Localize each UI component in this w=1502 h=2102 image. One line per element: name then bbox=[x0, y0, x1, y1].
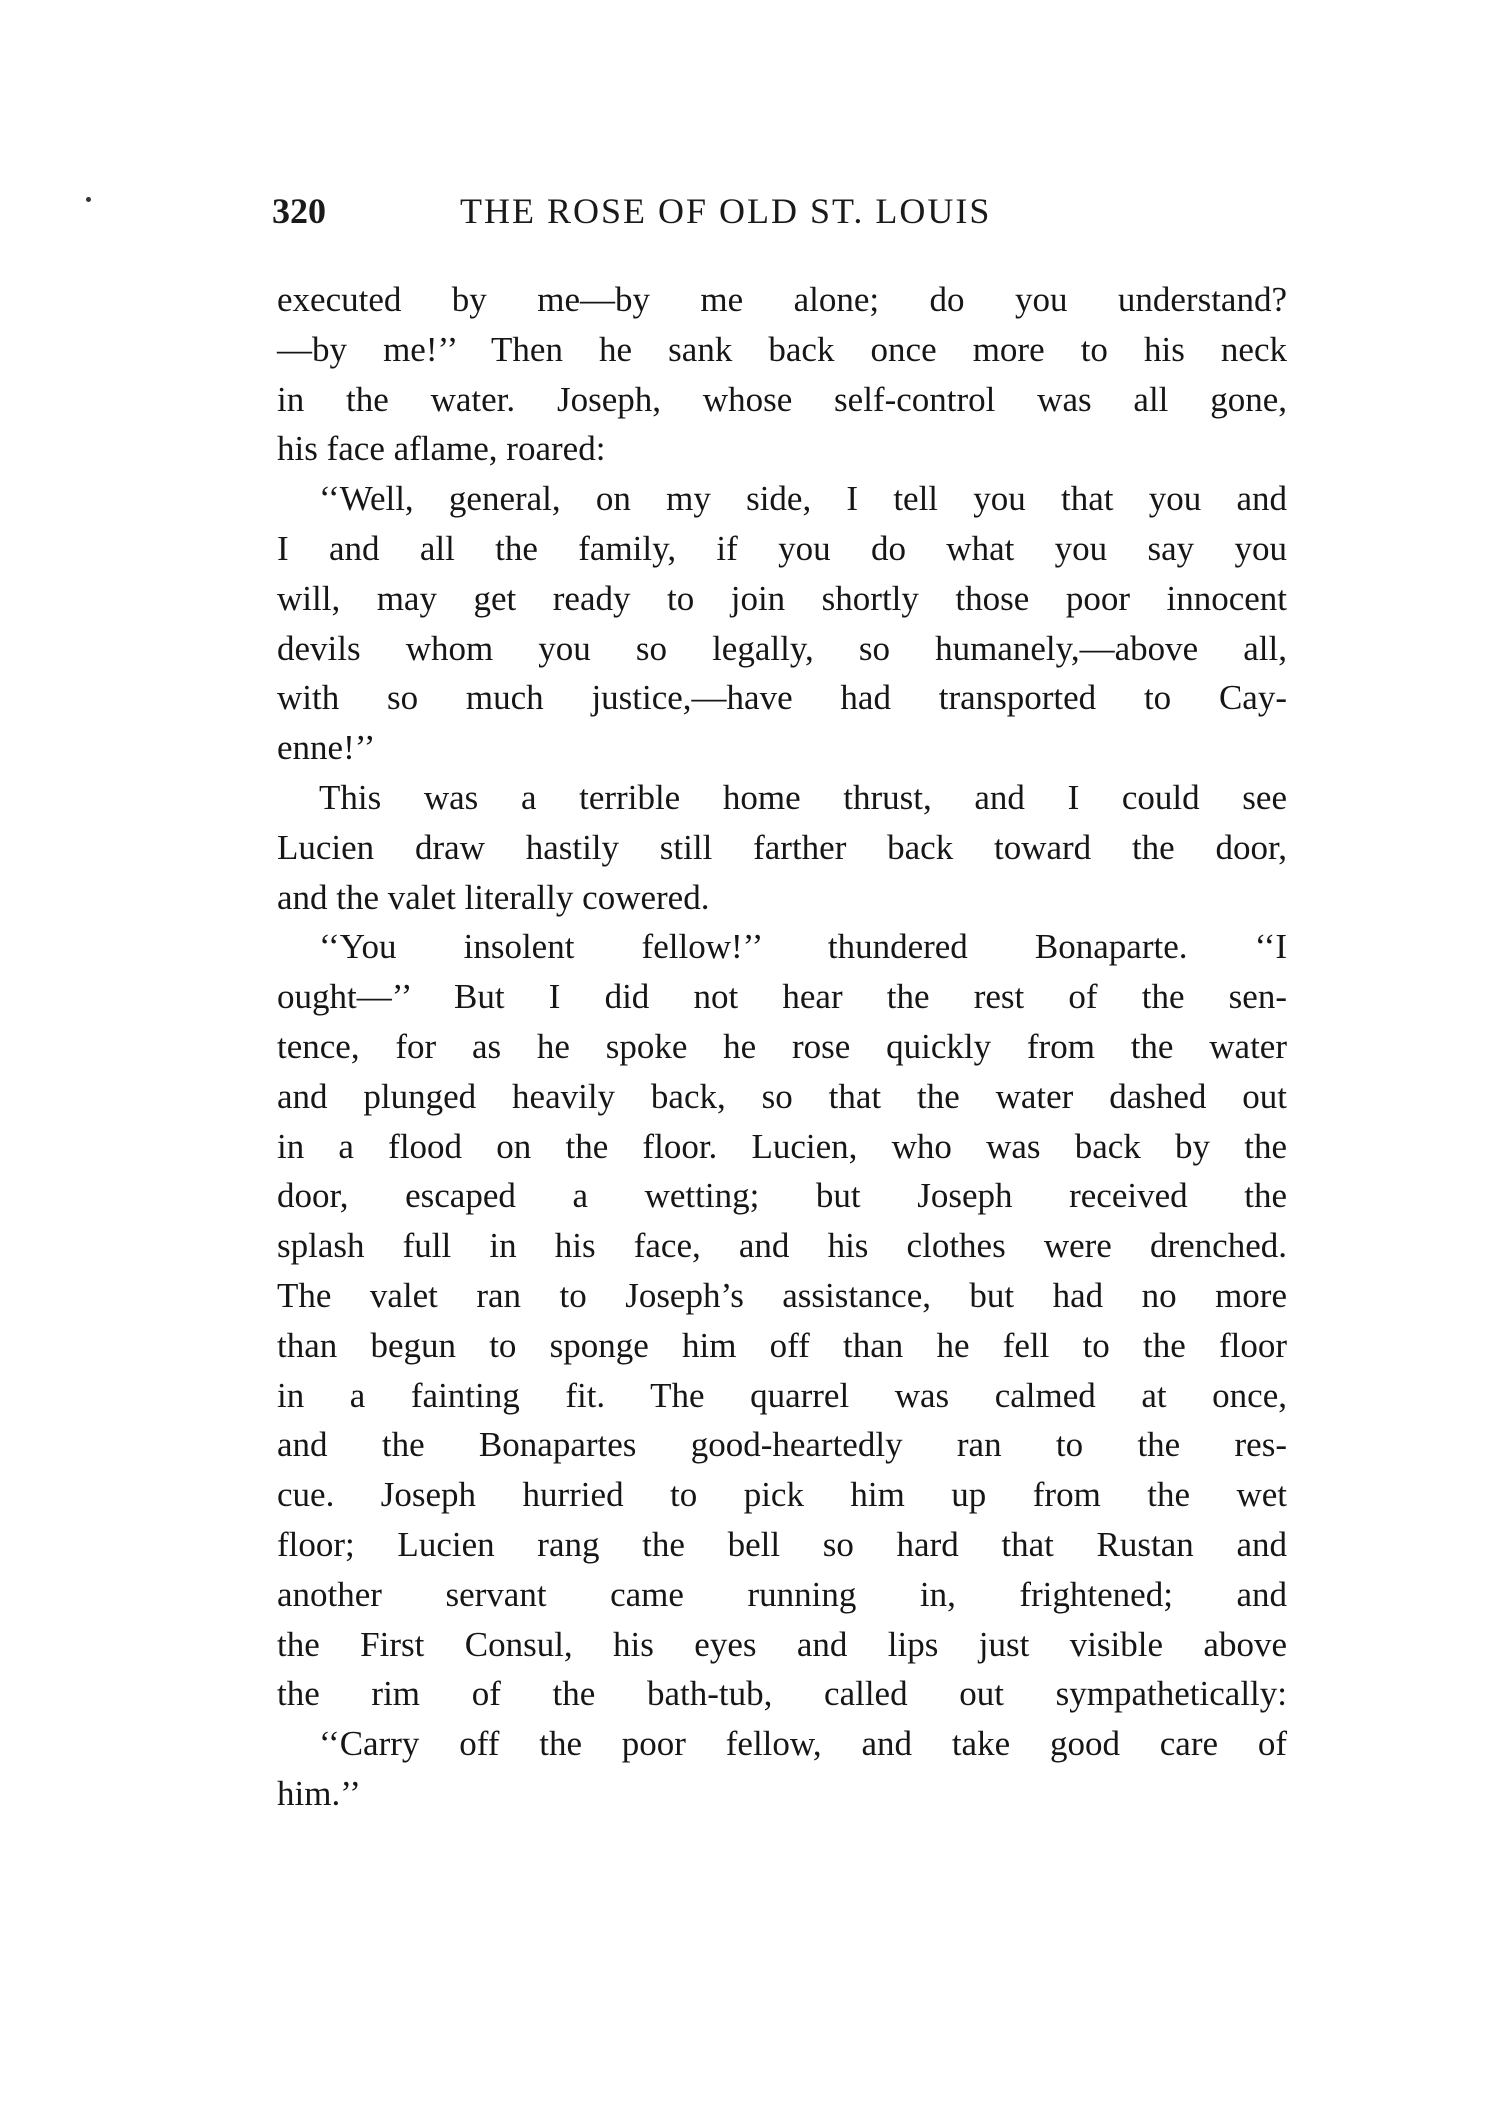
text-line: and the Bonapartes good-heartedly ran to the res- bbox=[277, 1425, 1287, 1465]
print-speck bbox=[86, 197, 91, 202]
text-line: in the water. Joseph, whose self-control was all gone, bbox=[277, 379, 1287, 419]
text-line: devils whom you so legally, so humanely,—above all, bbox=[277, 628, 1287, 668]
text-line: the First Consul, his eyes and lips just visible above bbox=[277, 1624, 1287, 1664]
text-line: than begun to sponge him off than he fell to the floor bbox=[277, 1325, 1287, 1365]
text-line: cue. Joseph hurried to pick him up from the wet bbox=[277, 1475, 1287, 1515]
running-title: THE ROSE OF OLD ST. LOUIS bbox=[460, 191, 992, 231]
text-line: The valet ran to Joseph’s assistance, but had no more bbox=[277, 1275, 1287, 1315]
text-line: in a flood on the floor. Lucien, who was back by the bbox=[277, 1126, 1287, 1166]
text-line: This was a terrible home thrust, and I could see bbox=[319, 777, 1287, 817]
text-line: ‘‘Carry off the poor fellow, and take good care of bbox=[319, 1724, 1287, 1764]
text-line: another servant came running in, frightened; and bbox=[277, 1574, 1287, 1614]
text-line: ought—’’ But I did not hear the rest of the sen- bbox=[277, 977, 1287, 1017]
text-line: him.’’ bbox=[277, 1773, 361, 1813]
body-text bbox=[277, 275, 1287, 1819]
text-line: and the valet literally cowered. bbox=[277, 877, 710, 917]
text-line: tence, for as he spoke he rose quickly from the water bbox=[277, 1026, 1287, 1066]
text-line: ‘‘Well, general, on my side, I tell you that you and bbox=[319, 479, 1287, 519]
text-line: his face aflame, roared: bbox=[277, 429, 606, 469]
text-line: floor; Lucien rang the bell so hard that Rustan and bbox=[277, 1524, 1287, 1564]
text-line: ‘‘You insolent fellow!’’ thundered Bonaparte. ‘‘I bbox=[319, 927, 1287, 967]
text-line: will, may get ready to join shortly those poor innocent bbox=[277, 578, 1287, 618]
text-line: door, escaped a wetting; but Joseph received the bbox=[277, 1176, 1287, 1216]
text-line: enne!’’ bbox=[277, 728, 376, 768]
text-line: I and all the family, if you do what you say you bbox=[277, 528, 1287, 568]
text-line: splash full in his face, and his clothes were drenched. bbox=[277, 1226, 1287, 1266]
page-number: 320 bbox=[272, 191, 326, 231]
text-line: in a fainting fit. The quarrel was calmed at once, bbox=[277, 1375, 1287, 1415]
page-header bbox=[272, 190, 1282, 250]
text-line: Lucien draw hastily still farther back toward the door, bbox=[277, 827, 1287, 867]
text-line: and plunged heavily back, so that the water dashed out bbox=[277, 1076, 1287, 1116]
text-line: with so much justice,—have had transported to Cay- bbox=[277, 678, 1287, 718]
text-line: —by me!’’ Then he sank back once more to his neck bbox=[277, 329, 1287, 369]
text-line: the rim of the bath-tub, called out sympathetically: bbox=[277, 1674, 1287, 1714]
text-line: executed by me—by me alone; do you understand? bbox=[277, 280, 1287, 319]
